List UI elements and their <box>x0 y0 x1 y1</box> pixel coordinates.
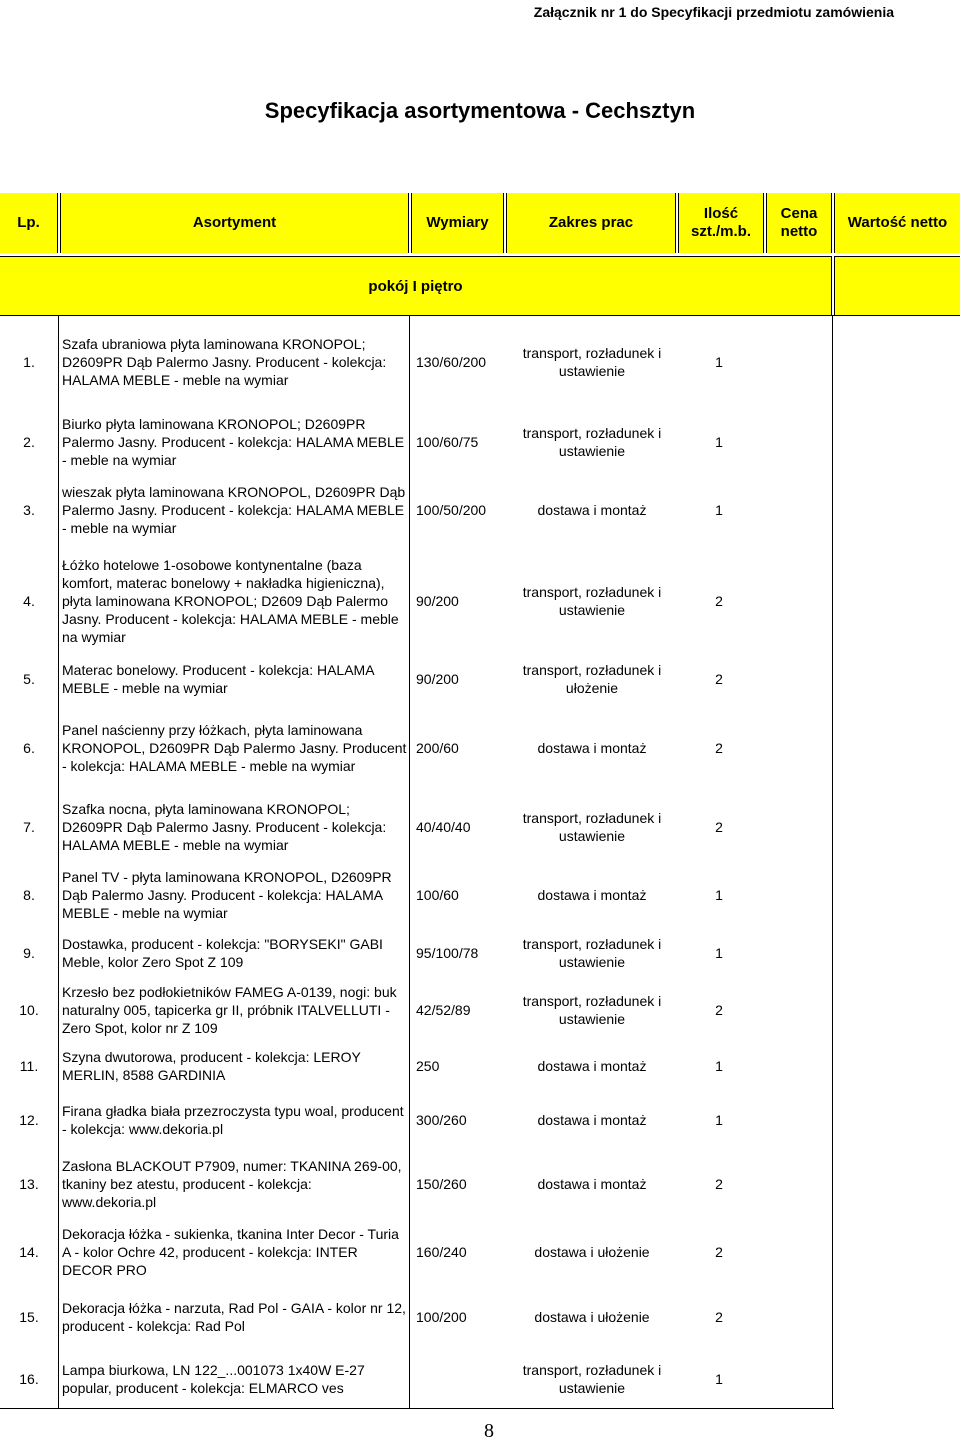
row-scope: transport, rozładunek i ustawienie <box>522 345 662 379</box>
row-quantity: 2 <box>715 592 723 609</box>
row-description: Materac bonelowy. Producent - kolekcja: HALAMA MEBLE - meble na wymiar <box>62 662 374 696</box>
row-lp: 7. <box>23 819 35 835</box>
row-scope: dostawa i montaż <box>537 502 647 518</box>
row-scope: transport, rozładunek i ustawienie <box>522 583 662 618</box>
row-description: Dostawka, producent - kolekcja: "BORYSEKI" GABI Meble, kolor Zero Spot Z 109 <box>62 936 383 970</box>
table-line <box>0 315 960 316</box>
section-row <box>0 256 960 315</box>
row-dimensions: 100/200 <box>416 1309 467 1325</box>
row-quantity: 1 <box>715 434 723 450</box>
row-quantity: 1 <box>715 502 723 518</box>
row-description: Dekoracja łóżka - narzuta, Rad Pol - GAIA - kolor nr 12, producent - kolekcja: Rad Pol <box>62 1300 406 1334</box>
row-dimensions: 40/40/40 <box>416 819 471 835</box>
table-row <box>0 658 960 700</box>
header-zakres: Zakres prac <box>506 193 676 253</box>
table-row <box>0 932 960 974</box>
header-ilosc: Ilość szt./m.b. <box>678 193 764 253</box>
row-description: Panel naścienny przy łóżkach, płyta laminowana KRONOPOL, D2609PR Dąb Palermo Jasny. Producent - kolekcja: HALAMA MEBLE - meble na wymiar <box>62 722 407 774</box>
header-asortyment: Asortyment <box>60 193 409 253</box>
row-scope: dostawa i ułożenie <box>534 1309 650 1325</box>
section-title: pokój I piętro <box>0 256 832 315</box>
table-header <box>0 193 960 253</box>
row-scope: dostawa i montaż <box>537 1176 647 1192</box>
table-row <box>0 480 960 540</box>
row-description: Firana gładka biała przezroczysta typu woal, producent - kolekcja: www.dekoria.pl <box>62 1103 404 1137</box>
row-quantity: 1 <box>715 1112 723 1128</box>
row-scope: transport, rozładunek i ustawienie <box>522 993 662 1027</box>
row-dimensions: 200/60 <box>416 740 459 756</box>
table-row <box>0 1099 960 1141</box>
row-dimensions: 42/52/89 <box>416 1002 471 1018</box>
header-wartosc: Wartość netto <box>834 193 960 253</box>
page-number: 8 <box>484 1420 494 1441</box>
row-lp: 9. <box>23 945 35 961</box>
row-description: Szafka nocna, płyta laminowana KRONOPOL; D2609PR Dąb Palermo Jasny. Producent - kolekcja: HALAMA MEBLE - meble na wymiar <box>62 801 387 853</box>
row-quantity: 1 <box>715 1058 723 1074</box>
row-description: wieszak płyta laminowana KRONOPOL, D2609PR Dąb Palermo Jasny. Producent - kolekcja: HALAMA MEBLE - meble na wymiar <box>62 484 406 536</box>
row-dimensions: 150/260 <box>416 1176 467 1192</box>
row-lp: 12. <box>19 1112 39 1128</box>
row-scope: dostawa i ułożenie <box>534 1244 650 1260</box>
row-dimensions: 100/60/75 <box>416 434 479 450</box>
row-quantity: 2 <box>715 819 723 835</box>
row-dimensions: 90/200 <box>416 671 459 687</box>
table-row <box>0 1045 960 1087</box>
row-description: Krzesło bez podłokietników FAMEG A-0139, nogi: buk naturalny 005, tapicerka gr II, próbnik ITALVELLUTI - Zero Spot, kolor nr Z 109 <box>62 984 397 1036</box>
row-dimensions: 100/50/200 <box>416 502 487 518</box>
row-dimensions: 250 <box>416 1058 440 1074</box>
table-row <box>0 980 960 1040</box>
row-quantity: 2 <box>715 740 723 756</box>
row-description: Lampa biurkowa, LN 122_...001073 1x40W E-27 popular, producent - kolekcja: ELMARCO ves <box>62 1362 365 1396</box>
row-scope: transport, rozładunek i ustawienie <box>522 810 662 844</box>
row-description: Łóżko hotelowe 1-osobowe kontynentalne (baza komfort, materac bonelowy + nakładka higieniczna), płyta laminowana KRONOPOL; D2609 Dąb Palermo Jasny. Producent - kolekcja: HALAMA MEBLE - meble na wymiar <box>62 556 399 645</box>
row-description: Dekoracja łóżka - sukienka, tkanina Inter Decor - Turia A - kolor Ochre 42, producent - kolekcja: INTER DECOR PRO <box>62 1226 399 1278</box>
row-lp: 13. <box>19 1176 39 1192</box>
row-scope: dostawa i montaż <box>537 1112 647 1128</box>
row-description: Panel TV - płyta laminowana KRONOPOL, D2609PR Dąb Palermo Jasny. Producent - kolekcja: HALAMA MEBLE - meble na wymiar <box>62 869 392 921</box>
row-description: Zasłona BLACKOUT P7909, numer: TKANINA 269-00, tkaniny bez atestu, producent - kolekcja: www.dekoria.pl <box>62 1158 402 1210</box>
row-quantity: 1 <box>715 1371 723 1387</box>
row-dimensions: 100/60 <box>416 887 459 903</box>
row-dimensions <box>416 1349 508 1409</box>
table-row <box>0 1154 960 1214</box>
row-scope: transport, rozładunek i ustawienie <box>522 936 662 970</box>
row-dimensions: 130/60/200 <box>416 354 487 370</box>
row-quantity: 1 <box>715 354 723 370</box>
row-scope: transport, rozładunek i ułożenie <box>522 662 662 696</box>
header-wymiary: Wymiary <box>411 193 504 253</box>
row-lp: 2. <box>23 434 35 450</box>
row-quantity: 1 <box>715 945 723 961</box>
row-lp: 6. <box>23 740 35 756</box>
table-row <box>0 865 960 925</box>
row-scope: transport, rozładunek i ustawienie <box>522 1362 662 1396</box>
row-quantity: 2 <box>715 671 723 687</box>
page-title: Specyfikacja asortymentowa - Cechsztyn <box>264 98 696 123</box>
row-lp: 14. <box>19 1244 39 1260</box>
row-description: Szafa ubraniowa płyta laminowana KRONOPOL; D2609PR Dąb Palermo Jasny. Producent - kolekcja: HALAMA MEBLE - meble na wymiar <box>62 336 387 388</box>
table-row <box>0 412 960 472</box>
row-quantity: 2 <box>715 1002 723 1018</box>
row-lp: 3. <box>23 502 35 518</box>
row-quantity: 2 <box>715 1244 723 1260</box>
row-scope: dostawa i montaż <box>537 1058 647 1074</box>
row-lp: 1. <box>23 354 35 370</box>
row-scope: dostawa i montaż <box>537 740 647 756</box>
row-lp: 11. <box>19 1058 39 1074</box>
appendix-note: Załącznik nr 1 do Specyfikacji przedmiotu zamówienia <box>533 4 894 20</box>
row-dimensions: 90/200 <box>416 592 459 609</box>
row-description: Szyna dwutorowa, producent - kolekcja: LEROY MERLIN, 8588 GARDINIA <box>62 1049 361 1083</box>
table-row <box>0 1222 960 1282</box>
header-lp: Lp. <box>0 193 58 253</box>
table-row <box>0 797 960 857</box>
row-scope: transport, rozładunek i ustawienie <box>522 425 662 459</box>
row-lp: 15. <box>19 1309 39 1325</box>
table-row <box>0 1349 960 1409</box>
row-dimensions: 160/240 <box>416 1244 467 1260</box>
row-scope: dostawa i montaż <box>537 887 647 903</box>
row-lp: 10. <box>19 1002 39 1018</box>
row-quantity: 1 <box>715 887 723 903</box>
table-row <box>0 709 960 787</box>
row-lp: 4. <box>23 592 35 609</box>
row-description: Biurko płyta laminowana KRONOPOL; D2609PR Palermo Jasny. Producent - kolekcja: HALAMA MEBLE - meble na wymiar <box>62 416 405 468</box>
header-cena: Cena netto <box>766 193 832 253</box>
row-dimensions: 95/100/78 <box>416 945 479 961</box>
row-quantity: 2 <box>715 1309 723 1325</box>
section-empty-cell <box>834 256 960 315</box>
row-lp: 16. <box>19 1371 39 1387</box>
table-row <box>0 320 960 404</box>
row-dimensions: 300/260 <box>416 1112 467 1128</box>
row-lp: 8. <box>23 887 35 903</box>
table-row <box>0 1296 960 1338</box>
row-quantity: 2 <box>715 1176 723 1192</box>
table-row <box>0 553 960 648</box>
row-lp: 5. <box>23 671 35 687</box>
